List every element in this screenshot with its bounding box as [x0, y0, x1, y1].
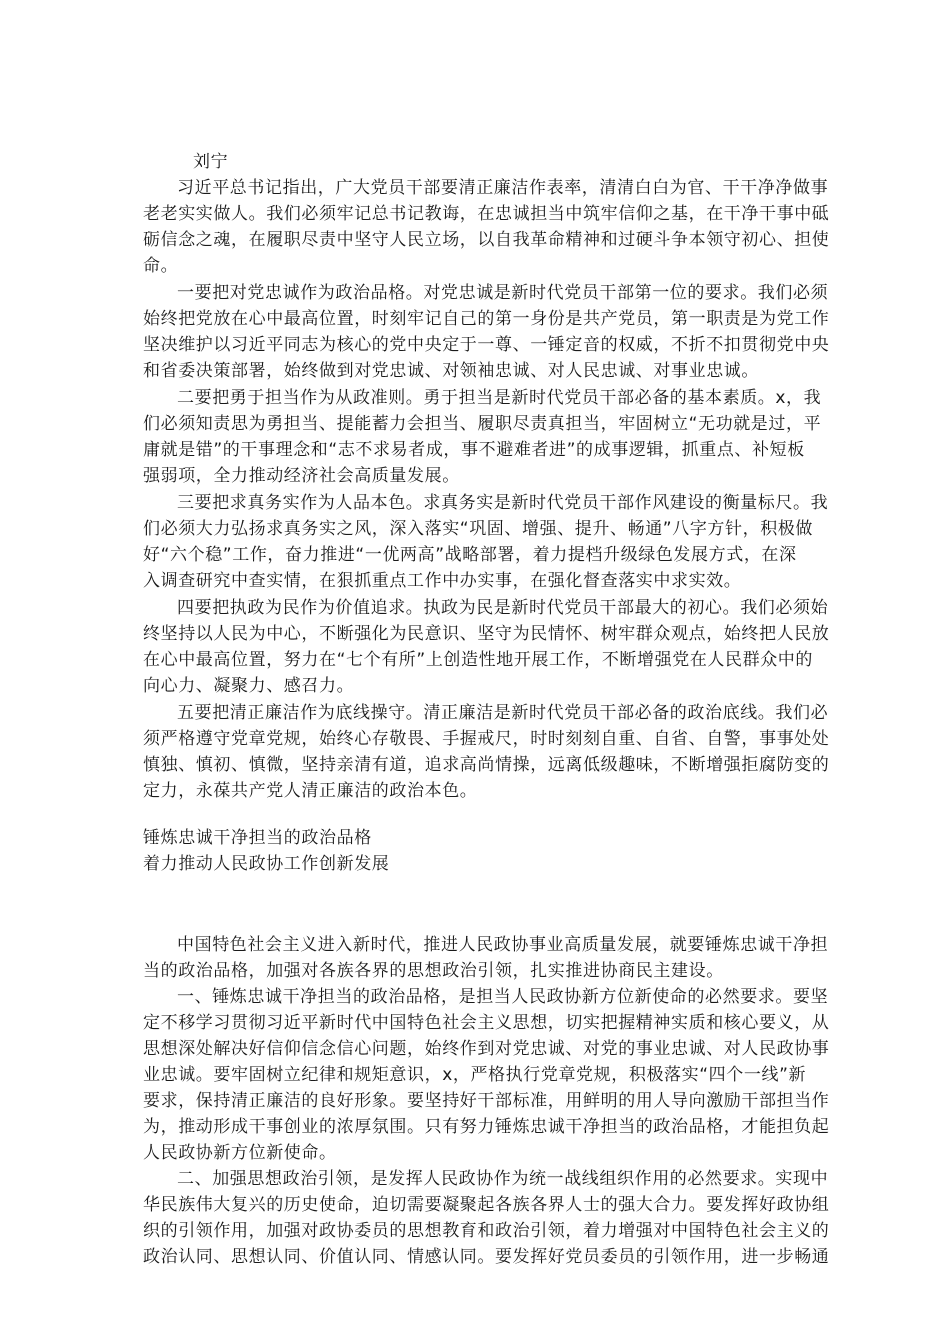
article2-title-line2: 着力推动人民政协工作创新发展: [143, 854, 390, 874]
article1-p2-line: 庸就是错”的干事理念和“志不求易者成，事不避难者进”的成事逻辑，抓重点、补短板: [143, 440, 805, 460]
article1-intro-line: 砺信念之魂，在履职尽责中坚守人民立场，以自我革命精神和过硬斗争本领守初心、担使: [143, 230, 830, 250]
article1-p3-line: 入调查研究中查实情，在狠抓重点工作中办实事，在强化督查落实中求实效。: [143, 571, 742, 591]
article2-intro-line: 中国特色社会主义进入新时代，推进人民政协事业高质量发展，就要锤炼忠诚干净担: [177, 935, 829, 955]
article1-p1-line: 和省委决策部署，始终做到对党忠诚、对领袖忠诚、对人民忠诚、对事业忠诚。: [143, 361, 759, 381]
article2-intro-line: 当的政治品格，加强对各族各界的思想政治引领，扎实推进协商民主建设。: [143, 961, 724, 981]
article1-p4-line: 在心中最高位置，努力在“七个有所”上创造性地开展工作，不断增强党在人民群众中的: [143, 650, 814, 670]
article2-title-line1: 锤炼忠诚干净担当的政治品格: [143, 828, 372, 848]
article2-p2-line: 政治认同、思想认同、价值认同、情感认同。要发挥好党员委员的引领作用，进一步畅通: [143, 1247, 830, 1267]
article2-p1-line: 要求，保持清正廉洁的良好形象。要坚持好干部标准，用鲜明的用人导向激励干部担当作: [143, 1091, 830, 1111]
article1-p4-line: 终坚持以人民为中心，不断强化为民意识、坚守为民情怀、树牢群众观点，始终把人民放: [143, 624, 830, 644]
article1-p5-line: 定力，永葆共产党人清正廉洁的政治本色。: [143, 781, 478, 801]
article1-intro-line: 命。: [143, 256, 179, 276]
article1-p2-line: 们必须知责思为勇担当、提能蓄力会担当、履职尽责真担当，牢固树立“无功就是过，平: [143, 414, 822, 434]
article2-p1-line: 一、锤炼忠诚干净担当的政治品格，是担当人民政协新方位新使命的必然要求。要坚: [177, 987, 829, 1007]
author-name: 刘宁: [193, 152, 229, 172]
article1-p5-line: 慎独、慎初、慎微，坚持亲清有道，追求高尚情操，远离低级趣味，不断增强拒腐防变的: [143, 755, 830, 775]
article1-p3-line: 三要把求真务实作为人品本色。求真务实是新时代党员干部作风建设的衡量标尺。我: [177, 493, 829, 513]
article2-p2-line: 二、加强思想政治引领，是发挥人民政协作为统一战线组织作用的必然要求。实现中: [177, 1169, 829, 1189]
article1-p4-line: 向心力、凝聚力、感召力。: [143, 676, 355, 696]
article1-p5-line: 须严格遵守党章党规，始终心存敬畏、手握戒尺，时时刻刻自重、自省、自警，事事处处: [143, 729, 830, 749]
article2-p1-line: 人民政协新方位新使命。: [143, 1143, 337, 1163]
article2-p1-line: 为，推动形成干事创业的浓厚氛围。只有努力锤炼忠诚干净担当的政治品格，才能担负起: [143, 1117, 830, 1137]
article1-p3-line: 们必须大力弘扬求真务实之风，深入落实“巩固、增强、提升、畅通”八字方针，积极做: [143, 519, 814, 539]
article1-intro-line: 老老实实做人。我们必须牢记总书记教诲，在忠诚担当中筑牢信仰之基，在干净干事中砥: [143, 204, 830, 224]
article1-p2-line: 强弱项，全力推动经济社会高质量发展。: [143, 466, 460, 486]
article1-p4-line: 四要把执政为民作为价值追求。执政为民是新时代党员干部最大的初心。我们必须始: [177, 598, 829, 618]
article1-p1-line: 坚决维护以习近平同志为核心的党中央定于一尊、一锤定音的权威，不折不扣贯彻党中央: [143, 335, 830, 355]
article2-p2-line: 织的引领作用，加强对政协委员的思想教育和政治引领，着力增强对中国特色社会主义的: [143, 1221, 830, 1241]
article1-intro-line: 习近平总书记指出，广大党员干部要清正廉洁作表率，清清白白为官、干干净净做事: [177, 178, 829, 198]
article2-p1-line: 定不移学习贯彻习近平新时代中国特色社会主义思想，切实把握精神实质和核心要义，从: [143, 1013, 830, 1033]
article1-p1-line: 一要把对党忠诚作为政治品格。对党忠诚是新时代党员干部第一位的要求。我们必须: [177, 283, 829, 303]
article1-p1-line: 始终把党放在心中最高位置，时刻牢记自己的第一身份是共产党员，第一职责是为党工作: [143, 309, 830, 329]
article1-p5-line: 五要把清正廉洁作为底线操守。清正廉洁是新时代党员干部必备的政治底线。我们必: [177, 703, 829, 723]
article2-p1-line: 思想深处解决好信仰信念信心问题，始终作到对党忠诚、对党的事业忠诚、对人民政协事: [143, 1039, 830, 1059]
article2-p1-line: 业忠诚。要牢固树立纪律和规矩意识，x，严格执行党章党规，积极落实“四个一线”新: [143, 1065, 807, 1085]
article1-p2-line: 二要把勇于担当作为从政准则。勇于担当是新时代党员干部必备的基本素质。x，我: [177, 388, 822, 408]
article2-p2-line: 华民族伟大复兴的历史使命，迫切需要凝聚起各族各界人士的强大合力。要发挥好政协组: [143, 1195, 830, 1215]
article1-p3-line: 好“六个稳”工作，奋力推进“一优两高”战略部署，着力提档升级绿色发展方式，在深: [143, 545, 797, 565]
